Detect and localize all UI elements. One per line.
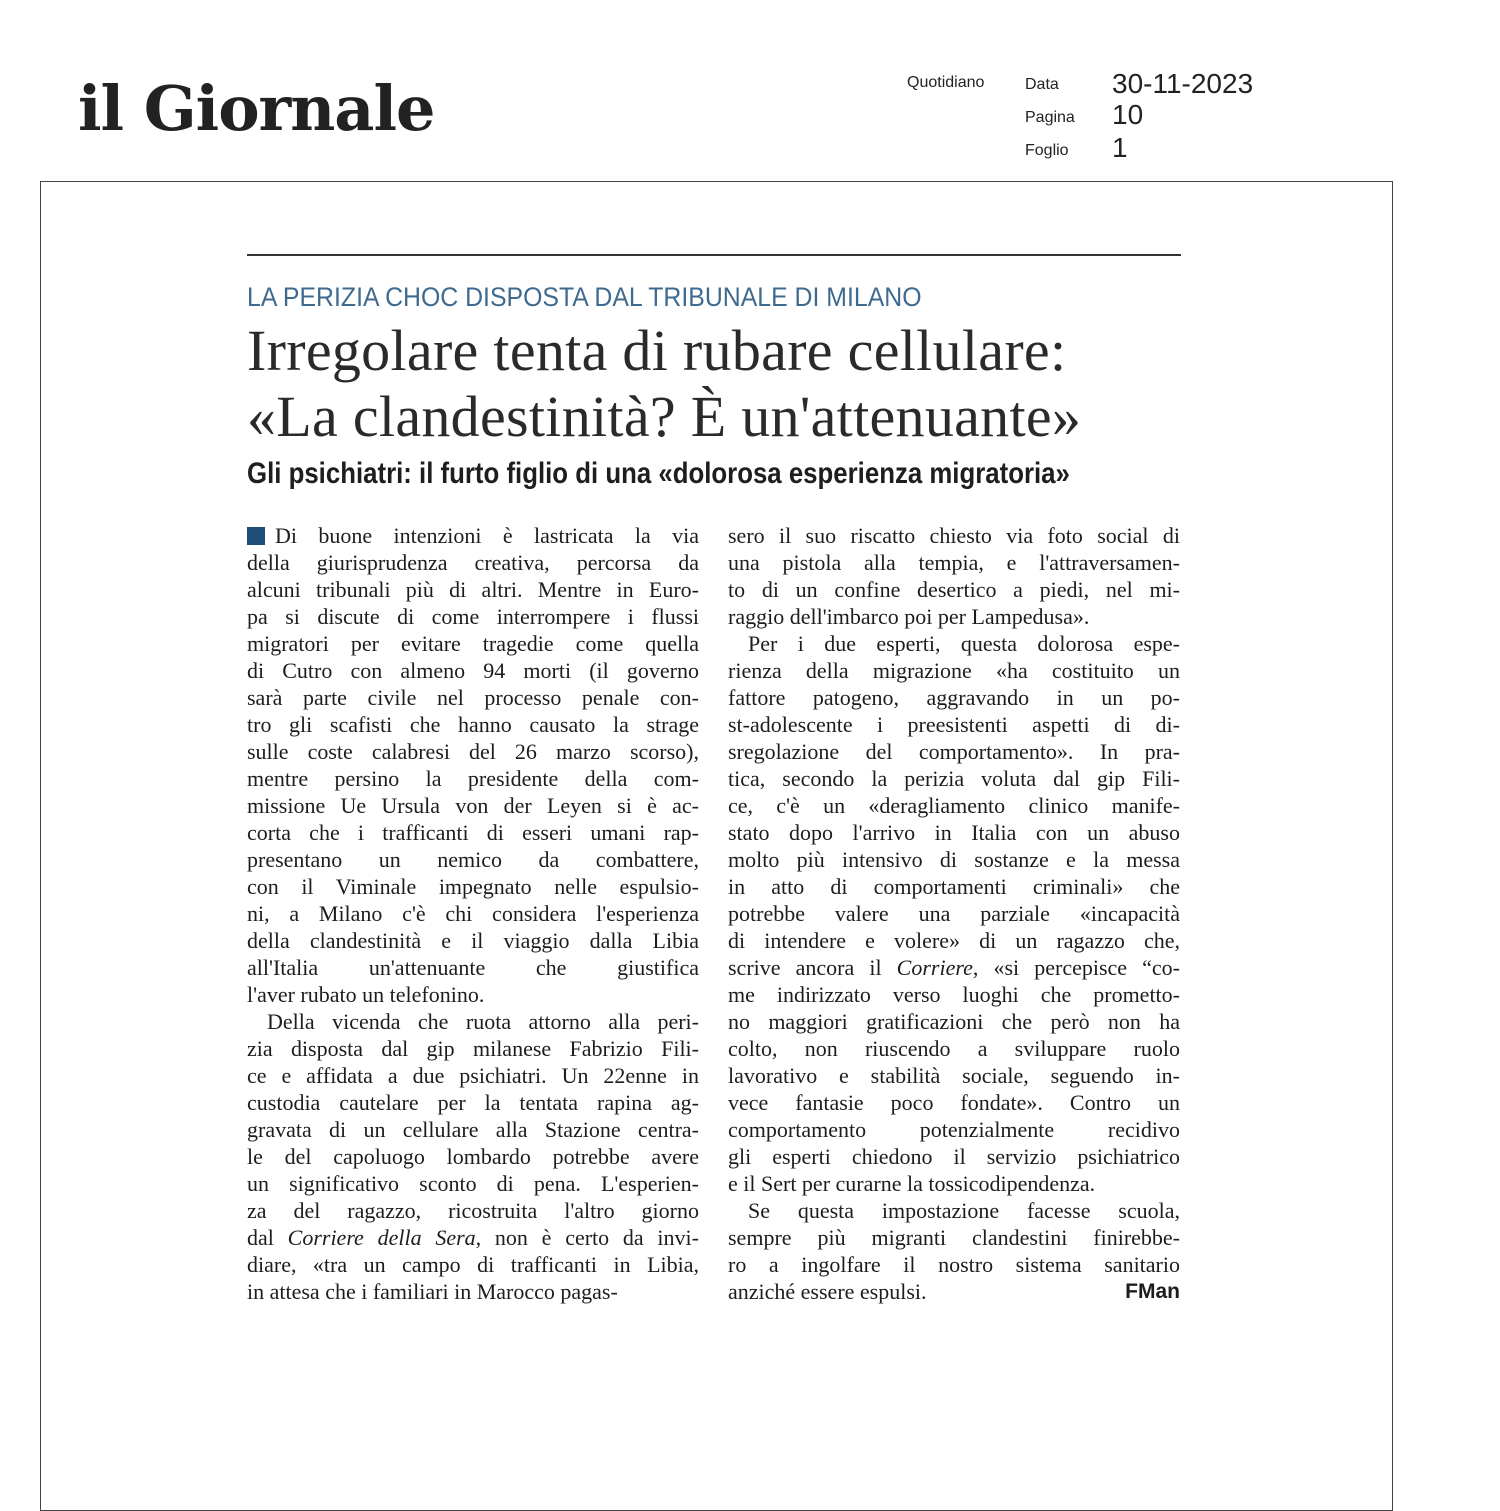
lead-square-icon [247,527,265,545]
body-line: della giurisprudenza creativa, percorsa da [247,550,699,575]
body-line: con il Viminale impegnato nelle espulsio- [247,874,699,899]
body-line: alcuni tribunali più di altri. Mentre in Euro- [247,577,699,602]
headline-line-1: Irregolare tenta di rubare cellulare: [247,318,1067,383]
publication-kind: Quotidiano [907,74,985,91]
body-line: missione Ue Ursula von der Leyen si è ac- [247,793,699,818]
body-line: za del ragazzo, ricostruita l'altro giorno [247,1198,699,1223]
headline-line-2: «La clandestinità? È un'attenuante» [247,384,1082,449]
body-line: una pistola alla tempia, e l'attraversamen- [728,550,1180,575]
body-line: di Cutro con almeno 94 morti (il governo [247,658,699,683]
body-line: molto più intensivo di sostanze e la messa [728,847,1180,872]
body-line: me indirizzato verso luoghi che prometto- [728,982,1180,1007]
body-line: ce e affidata a due psichiatri. Un 22enne in [247,1063,699,1088]
body-line: in attesa che i familiari in Marocco pagas- [247,1279,618,1304]
body-line: sarà parte civile nel processo penale con- [247,685,699,710]
body-line: le del capoluogo lombardo potrebbe avere [247,1144,699,1169]
body-line: corta che i trafficanti di esseri umani rap- [247,820,699,845]
article-kicker: LA PERIZIA CHOC DISPOSTA DAL TRIBUNALE DI MILANO [247,282,922,312]
body-line: gravata di un cellulare alla Stazione centra- [247,1117,699,1142]
body-line: presentano un nemico da combattere, [247,847,699,872]
page-value: 10 [1112,99,1144,130]
body-line: st-adolescente i preesistenti aspetti di di- [728,712,1180,737]
body-line: tica, secondo la perizia voluta dal gip Fili- [728,766,1180,791]
body-line: ro a ingolfare il nostro sistema sanitario [728,1252,1180,1277]
body-line: gli esperti chiedono il servizio psichiatrico [728,1144,1180,1169]
body-line: ce, c'è un «deragliamento clinico manife- [728,793,1180,818]
body-line: sulle coste calabresi del 26 marzo scorso), [247,739,699,764]
body-line: potrebbe valere una parziale «incapacità [728,901,1180,926]
masthead-logo: il Giornale [78,72,435,145]
body-line: migratori per evitare tragedie come quella [247,631,699,656]
publication-meta [905,70,1305,170]
body-line: ni, a Milano c'è chi considera l'esperienza [247,901,699,926]
date-label: Data [1025,76,1059,93]
body-line: tro gli scafisti che hanno causato la strage [247,712,699,737]
body-line: anziché essere espulsi. FMan [728,1279,1180,1304]
body-line: scrive ancora il Corriere, «si percepisce “co- [728,955,1181,980]
article-headline [247,318,1181,450]
body-line: Di buone intenzioni è lastricata la via [247,522,699,549]
body-line: l'aver rubato un telefonino. [247,982,485,1007]
body-line: di intendere e volere» di un ragazzo che, [728,928,1180,953]
body-line: lavorativo e stabilità sociale, seguendo in- [728,1063,1180,1088]
body-line: sregolazione del comportamento». In pra- [728,739,1180,764]
body-line: zia disposta dal gip milanese Fabrizio Fili- [247,1036,699,1061]
date-value: 30-11-2023 [1112,68,1254,99]
body-line: Se questa impostazione facesse scuola, [748,1198,1180,1223]
body-line: comportamento potenzialmente recidivo [728,1117,1180,1142]
page-label: Pagina [1025,109,1075,126]
sheet-value: 1 [1112,132,1128,163]
body-line: custodia cautelare per la tentata rapina ag- [247,1090,699,1115]
body-line: sero il suo riscatto chiesto via foto social di [728,523,1180,548]
body-line: della clandestinità e il viaggio dalla Libia [247,928,699,953]
article-header [247,254,1181,492]
body-line: rienza della migrazione «ha costituito un [728,658,1180,683]
body-column-left [247,522,699,1305]
body-line: vece fantasie poco fondate». Contro un [728,1090,1180,1115]
body-line: e il Sert per curarne la tossicodipendenza. [728,1171,1096,1196]
body-line: no maggiori gratificazioni che però non ha [728,1009,1180,1034]
body-line: stato dopo l'arrivo in Italia con un abuso [728,820,1180,845]
body-line: dal Corriere della Sera, non è certo da invi- [247,1225,699,1250]
article-subhead: Gli psichiatri: il furto figlio di una «dolorosa esperienza migratoria» [247,457,1070,490]
body-column-right [728,522,1180,1305]
body-line: Della vicenda che ruota attorno alla peri- [267,1009,699,1034]
body-line: pa si discute di come interrompere i flussi [247,604,699,629]
body-line: diare, «tra un campo di trafficanti in Libia, [247,1252,699,1277]
body-line: in atto di comportamenti criminali» che [728,874,1180,899]
body-line: mentre persino la presidente della com- [247,766,699,791]
author-signature: FMan [1125,1280,1180,1303]
body-line: sempre più migranti clandestini finirebbe- [728,1225,1180,1250]
body-line: un significativo sconto di pena. L'esperien- [247,1171,699,1196]
body-line: colto, non riuscendo a sviluppare ruolo [728,1036,1180,1061]
sheet-label: Foglio [1025,142,1069,159]
top-rule [247,254,1181,256]
body-line: all'Italia un'attenuante che giustifica [247,955,699,980]
body-line: raggio dell'imbarco poi per Lampedusa». [728,604,1090,629]
body-line: fattore patogeno, aggravando in un po- [728,685,1180,710]
body-line: Per i due esperti, questa dolorosa espe- [748,631,1180,656]
body-line: to di un confine desertico a piedi, nel mi- [728,577,1180,602]
